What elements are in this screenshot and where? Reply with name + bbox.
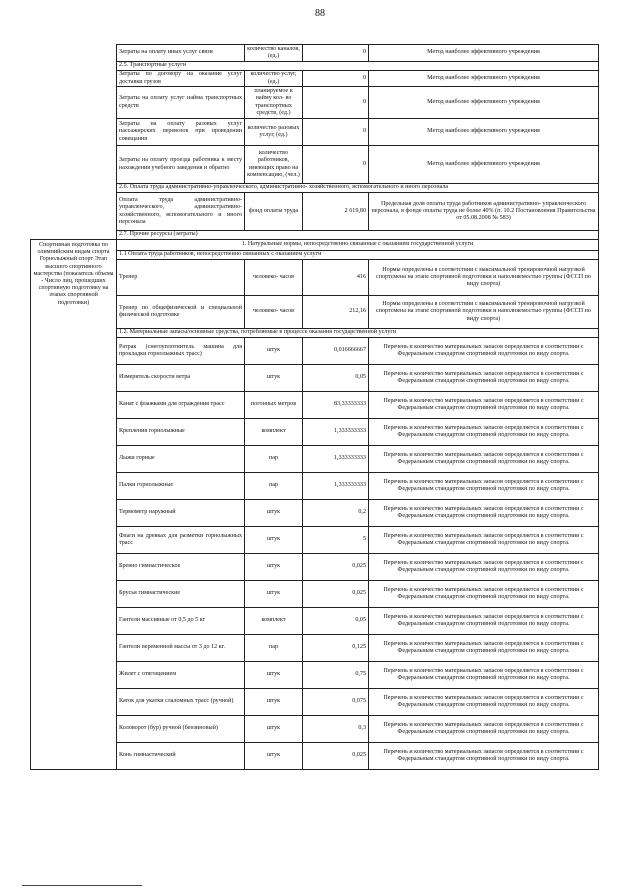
unit-cell: количество услуг, (ед.)	[245, 71, 303, 87]
unit-cell: человеко- часов	[245, 260, 303, 296]
value-cell: 0,075	[303, 689, 369, 716]
table-row	[31, 446, 599, 473]
unit-cell: штук	[245, 500, 303, 527]
resource-name: Палки горнолыжные	[117, 473, 245, 500]
method-note: Перечень и количество материальных запасов определяется в соответствии с Федеральным стандартом спортивной подготовки по виду спорта.	[369, 581, 599, 608]
method-note: Перечень и количество материальных запасов определяется в соответствии с Федеральным стандартом спортивной подготовки по виду спорта.	[369, 662, 599, 689]
method-note: Перечень и количество материальных запасов определяется в соответствии с Федеральным стандартом спортивной подготовки по виду спорта.	[369, 743, 599, 770]
table-row	[31, 392, 599, 419]
method-note: Метод наиболее эффективного учреждения	[369, 71, 599, 87]
value-cell: 0	[303, 87, 369, 119]
value-cell: 0,05	[303, 365, 369, 392]
value-cell: 212,16	[303, 296, 369, 329]
section-row	[31, 329, 599, 338]
unit-cell: комплект	[245, 608, 303, 635]
unit-cell: количество разовых услуг, (ед.)	[245, 119, 303, 146]
value-cell: 0,2	[303, 500, 369, 527]
method-note: Перечень и количество материальных запасов определяется в соответствии с Федеральным стандартом спортивной подготовки по виду спорта.	[369, 365, 599, 392]
unit-cell: пар	[245, 635, 303, 662]
value-cell: 0	[303, 45, 369, 62]
unit-cell: фонд оплаты труда	[245, 193, 303, 231]
value-cell: 0,025	[303, 554, 369, 581]
value-cell: 0,75	[303, 662, 369, 689]
value-cell: 0,025	[303, 743, 369, 770]
unit-cell: количество каналов, (ед.)	[245, 45, 303, 62]
unit-cell: погонных метров	[245, 392, 303, 419]
resource-name: Термометр наружный	[117, 500, 245, 527]
unit-cell: штук	[245, 554, 303, 581]
method-note: Предельная доля оплаты труда работников административно- управленческого персонала, в фонде оплаты труда не более 40% (п. 10.2 Постановления Правительства от 05.08.2008 № 583)	[369, 193, 599, 231]
method-note: Перечень и количество материальных запасов определяется в соответствии с Федеральным стандартом спортивной подготовки по виду спорта.	[369, 446, 599, 473]
unit-cell: количество работников, имеющих право на компенсацию, (чел.)	[245, 146, 303, 184]
resource-name: Тренер по общефизической и специальной физической подготовке	[117, 296, 245, 329]
resource-name: Конь гимнастический	[117, 743, 245, 770]
unit-cell: штук	[245, 689, 303, 716]
table-row	[31, 689, 599, 716]
section-row	[31, 231, 599, 240]
section-header: 2.7. Прочие ресурсы (затраты)	[117, 231, 599, 240]
value-cell: 2 619,80	[303, 193, 369, 231]
empty-cell	[31, 184, 117, 193]
method-note: Метод наиболее эффективного учреждения	[369, 146, 599, 184]
empty-cell	[31, 119, 117, 146]
resource-name: Затраты на оплату проезда работника к месту нахождения учебного заведения и обратно	[117, 146, 245, 184]
table-row	[31, 716, 599, 743]
value-cell: 0	[303, 119, 369, 146]
table-row	[31, 260, 599, 296]
method-note: Перечень и количество материальных запасов определяется в соответствии с Федеральным стандартом спортивной подготовки по виду спорта.	[369, 635, 599, 662]
value-cell: 0,016666667	[303, 338, 369, 365]
resource-name: Брусья гимнастические	[117, 581, 245, 608]
table-row	[31, 527, 599, 554]
table-row	[31, 146, 599, 184]
resource-name: Бревно гимнастическое	[117, 554, 245, 581]
value-cell: 1,333333333	[303, 419, 369, 446]
unit-cell: штук	[245, 338, 303, 365]
empty-cell	[31, 71, 117, 87]
empty-cell	[31, 146, 117, 184]
resource-name: Ратрак (снегоуплотнитель машина для прокладки горнолыжных трасс)	[117, 338, 245, 365]
table-row	[31, 419, 599, 446]
section-header: 1. Натуральные нормы, непосредственно связанные с оказанием государственной услуги	[117, 240, 599, 251]
method-note: Перечень и количество материальных запасов определяется в соответствии с Федеральным стандартом спортивной подготовки по виду спорта.	[369, 500, 599, 527]
unit-cell: штук	[245, 365, 303, 392]
section-row	[31, 240, 599, 251]
method-note: Перечень и количество материальных запасов определяется в соответствии с Федеральным стандартом спортивной подготовки по виду спорта.	[369, 527, 599, 554]
value-cell: 0,05	[303, 608, 369, 635]
table-row	[31, 608, 599, 635]
value-cell: 1,333333333	[303, 473, 369, 500]
empty-cell	[31, 45, 117, 62]
table-row	[31, 500, 599, 527]
method-note: Перечень и количество материальных запасов определяется в соответствии с Федеральным стандартом спортивной подготовки по виду спорта.	[369, 716, 599, 743]
unit-cell: пар	[245, 473, 303, 500]
unit-cell: штук	[245, 581, 303, 608]
section-row	[31, 62, 599, 71]
unit-cell: планируемое к найму кол- во транспортных средств, (ед.)	[245, 87, 303, 119]
resource-name: Гантели массивные от 0,5 до 5 кг	[117, 608, 245, 635]
table-row	[31, 71, 599, 87]
value-cell: 1,333333333	[303, 446, 369, 473]
resource-name: Затраты на оплату иных услуг связи	[117, 45, 245, 62]
table-row	[31, 635, 599, 662]
table-row	[31, 662, 599, 689]
value-cell: 0,025	[303, 581, 369, 608]
value-cell: 0,3	[303, 716, 369, 743]
unit-cell: пар	[245, 446, 303, 473]
value-cell: 0	[303, 146, 369, 184]
empty-cell	[31, 62, 117, 71]
resource-name: Крепления горнолыжные	[117, 419, 245, 446]
method-note: Перечень и количество материальных запасов определяется в соответствии с Федеральным стандартом спортивной подготовки по виду спорта.	[369, 419, 599, 446]
resource-name: Каток для укатки слаломных трасс (ручной)	[117, 689, 245, 716]
resource-name: Гантели переменной массы от 3 до 12 кг.	[117, 635, 245, 662]
method-note: Нормы определены в соответствии с максимальной тренировочной нагрузкой спортсмена на этапе спортивной подготовки и наполняемостью группы (ФССП по виду спорта)	[369, 296, 599, 329]
unit-cell: штук	[245, 716, 303, 743]
unit-cell: штук	[245, 662, 303, 689]
method-note: Нормы определены в соответствии с максимальной тренировочной нагрузкой спортсмена на этапе спортивной подготовки и наполняемостью группы (ФССП по виду спорта)	[369, 260, 599, 296]
table-row	[31, 473, 599, 500]
resource-name: Затраты на оплату услуг найма транспортных средств	[117, 87, 245, 119]
side-label: Спортивная подготовка по олимпийским видам спорта Горнолыжный спорт Этап высшего спортивного мастерства (показатель объема - Число лиц, прошедших спортивную подготовку на этапах спортивной подготовки)	[31, 240, 117, 770]
footer-rule	[22, 885, 142, 886]
empty-cell	[31, 193, 117, 231]
unit-cell: человеко- часов	[245, 296, 303, 329]
table-row	[31, 581, 599, 608]
section-header: 1.2. Материальные запасы/основные средства, потребляемые в процессе оказания государственной услуги	[117, 329, 599, 338]
resource-name: Тренер	[117, 260, 245, 296]
empty-cell	[31, 231, 117, 240]
resource-name: Канат с флажками для ограждения трасс	[117, 392, 245, 419]
method-note: Метод наиболее эффективного учреждения	[369, 45, 599, 62]
method-note: Метод наиболее эффективного учреждения	[369, 87, 599, 119]
table-row	[31, 119, 599, 146]
resource-name: Лыжи горные	[117, 446, 245, 473]
value-cell: 83,33333333	[303, 392, 369, 419]
method-note: Перечень и количество материальных запасов определяется в соответствии с Федеральным стандартом спортивной подготовки по виду спорта.	[369, 554, 599, 581]
unit-cell: комплект	[245, 419, 303, 446]
resource-name: Флаги на древках для разметки горнолыжных трасс	[117, 527, 245, 554]
table-row	[31, 87, 599, 119]
method-note: Перечень и количество материальных запасов определяется в соответствии с Федеральным стандартом спортивной подготовки по виду спорта.	[369, 608, 599, 635]
value-cell: 0	[303, 71, 369, 87]
page-number: 88	[315, 8, 325, 19]
section-row	[31, 184, 599, 193]
table-row	[31, 338, 599, 365]
section-row	[31, 251, 599, 260]
resource-name: Затраты на оплату разовых услуг пассажирских перевозок при проведении совещания	[117, 119, 245, 146]
section-header: 2.5. Транспортные услуги	[117, 62, 599, 71]
table-row	[31, 365, 599, 392]
resource-name: Измеритель скорости ветра	[117, 365, 245, 392]
method-note: Перечень и количество материальных запасов определяется в соответствии с Федеральным стандартом спортивной подготовки по виду спорта.	[369, 689, 599, 716]
table-row	[31, 554, 599, 581]
table-row	[31, 743, 599, 770]
method-note: Перечень и количество материальных запасов определяется в соответствии с Федеральным стандартом спортивной подготовки по виду спорта.	[369, 473, 599, 500]
resource-name: Оплата труда административно-управленческого, административно-хозяйственного, вспомогательного и иного персонала	[117, 193, 245, 231]
method-note: Перечень и количество материальных запасов определяется в соответствии с Федеральным стандартом спортивной подготовки по виду спорта.	[369, 338, 599, 365]
value-cell: 0,125	[303, 635, 369, 662]
table-row	[31, 45, 599, 62]
unit-cell: штук	[245, 743, 303, 770]
section-header: 1.1 Оплата труда работников, непосредственно связанных с оказанием услуги	[117, 251, 599, 260]
table-row	[31, 193, 599, 231]
value-cell: 416	[303, 260, 369, 296]
table-row	[31, 296, 599, 329]
resource-name: Затраты по договору на оказание услуг доставки грузов	[117, 71, 245, 87]
norms-table	[30, 44, 599, 770]
resource-name: Жилет с отягощением	[117, 662, 245, 689]
unit-cell: штук	[245, 527, 303, 554]
empty-cell	[31, 87, 117, 119]
section-header: 2.6. Оплата труда административно-управленческого, административно- хозяйственного, вспомогательного и иного персонала	[117, 184, 599, 193]
resource-name: Коловорот (бур) ручной (бензиновый)	[117, 716, 245, 743]
method-note: Перечень и количество материальных запасов определяется в соответствии с Федеральным стандартом спортивной подготовки по виду спорта.	[369, 392, 599, 419]
value-cell: 5	[303, 527, 369, 554]
method-note: Метод наиболее эффективного учреждения	[369, 119, 599, 146]
